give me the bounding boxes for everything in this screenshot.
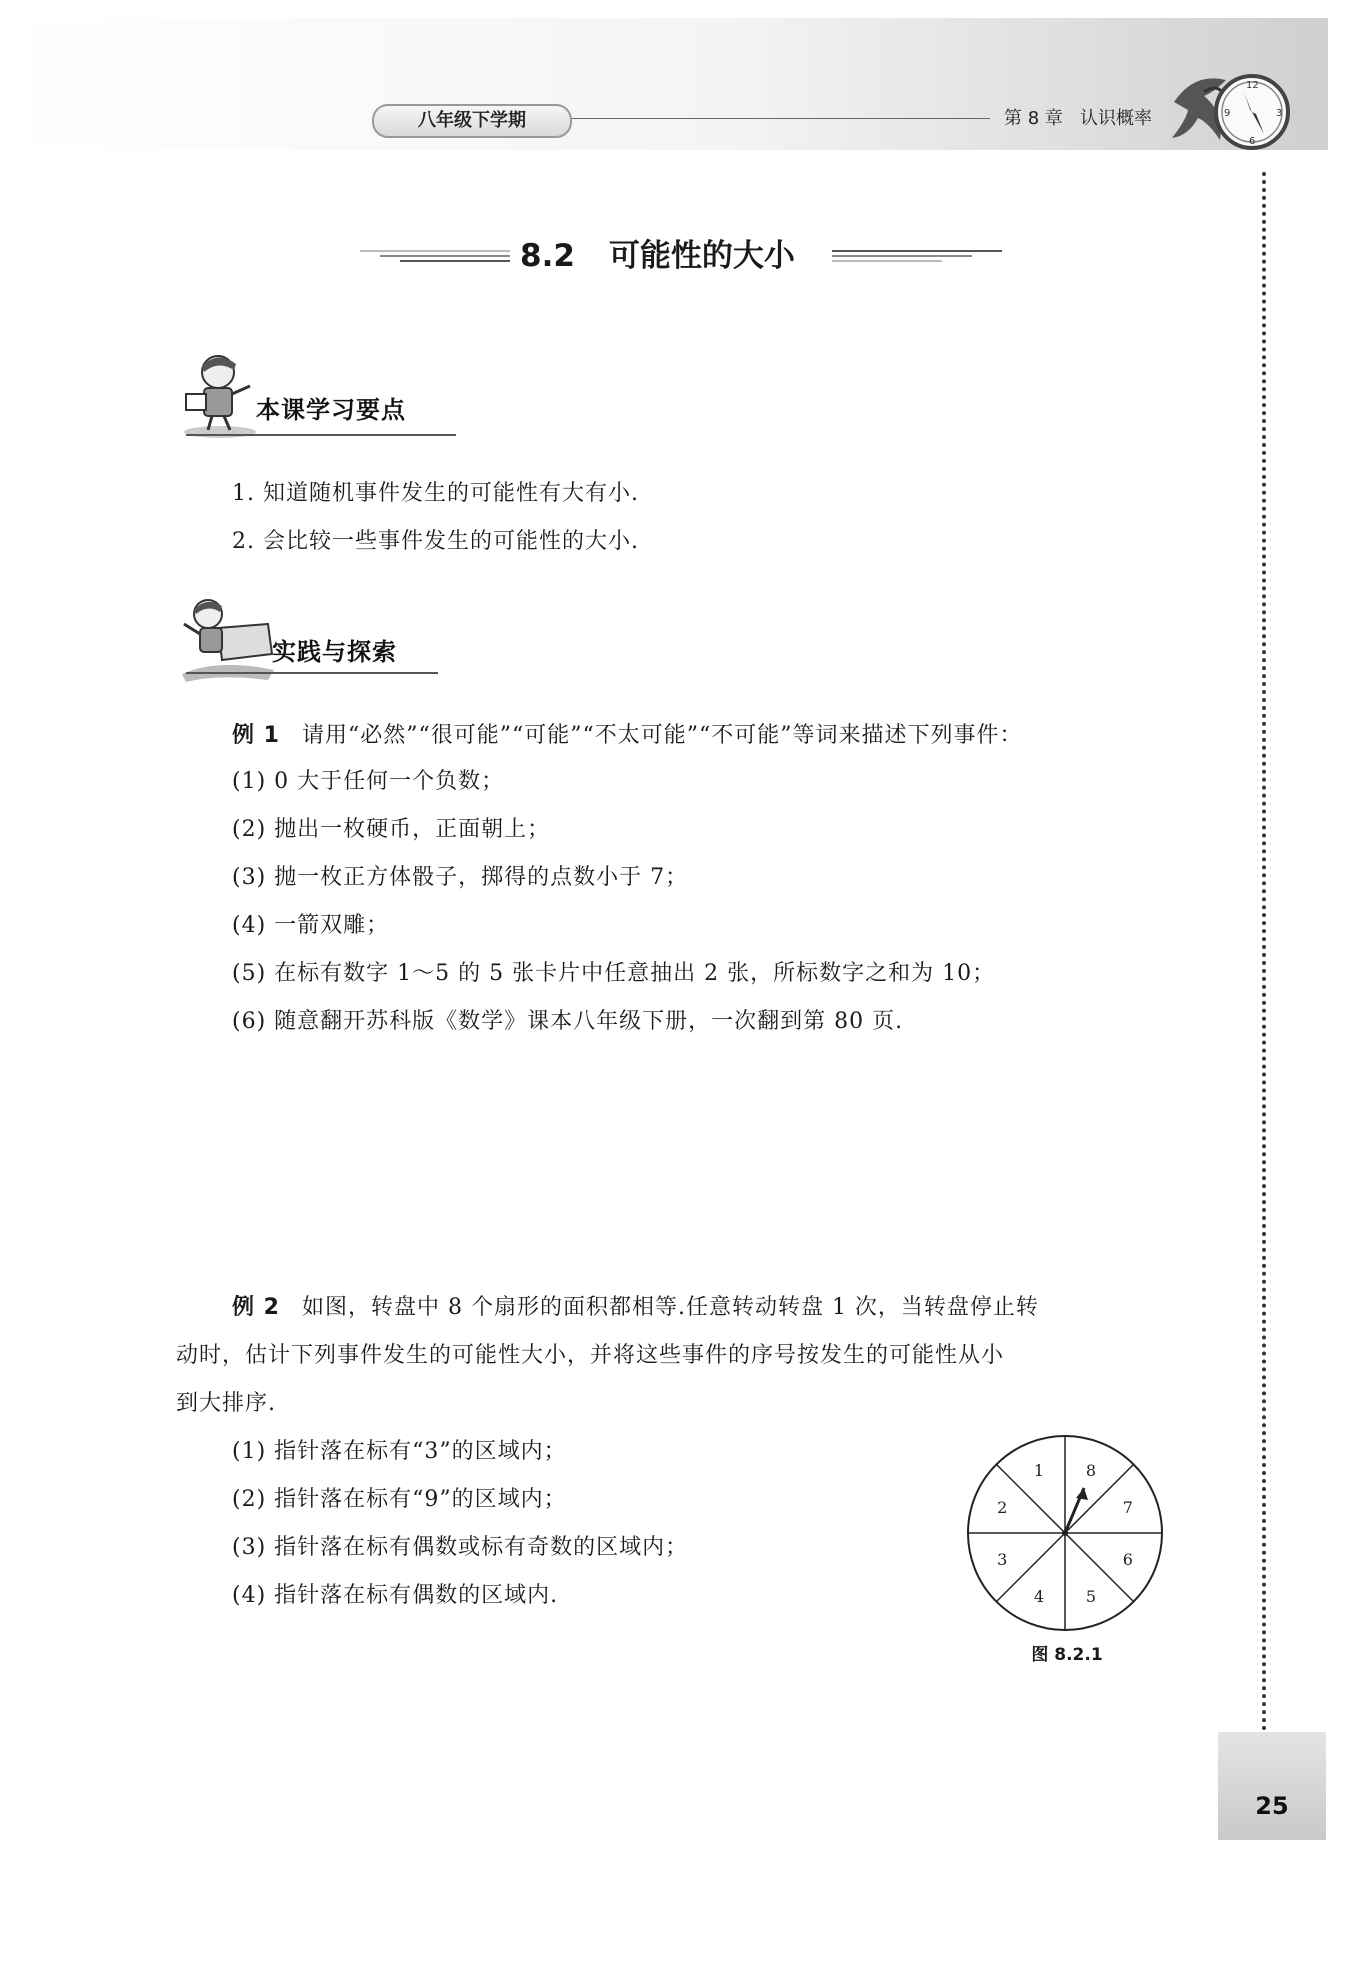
spinner-wheel <box>964 1432 1166 1634</box>
student-sliding-icon <box>178 594 278 684</box>
page-number: 25 <box>1255 1792 1289 1820</box>
spinner-sector-label: 6 <box>1122 1550 1133 1569</box>
student-reading-icon <box>178 350 262 440</box>
spinner-sector-label: 4 <box>1033 1586 1045 1606</box>
example-1-item-1: (1) 0 大于任何一个负数； <box>232 769 505 794</box>
svg-text:12: 12 <box>1246 80 1259 91</box>
example-2-text-1: 如图，转盘中 8 个扇形的面积都相等.任意转动转盘 1 次，当转盘停止转 <box>301 1295 1039 1320</box>
section-title <box>520 234 830 278</box>
example-2-line-1 <box>232 1292 1039 1324</box>
header-rule <box>572 118 990 119</box>
example-1-item-2: (2) 抛出一枚硬币，正面朝上； <box>232 817 551 842</box>
spinner-sector-label: 2 <box>997 1498 1008 1517</box>
example-2-item-1: (1) 指针落在标有“3”的区域内； <box>232 1439 567 1464</box>
key-point-1: 1. 知道随机事件发生的可能性有大有小. <box>232 481 639 506</box>
example-1-label: 例 1 <box>232 723 280 748</box>
key-points-heading: 本课学习要点 <box>256 396 406 424</box>
example-2-line-2: 动时，估计下列事件发生的可能性大小，并将这些事件的序号按发生的可能性从小 <box>176 1343 1005 1368</box>
example-1-item-5: (5) 在标有数字 1～5 的 5 张卡片中任意抽出 2 张，所标数字之和为 10； <box>232 961 996 986</box>
example-1-question: 请用“必然”“很可能”“可能”“不太可能”“不可能”等词来描述下列事件： <box>301 723 1023 748</box>
section-name: 可能性的大小 <box>608 238 795 274</box>
title-decoration-right <box>832 246 1002 268</box>
example-1-intro <box>232 720 1022 752</box>
example-1-item-3: (3) 抛一枚正方体骰子，掷得的点数小于 7； <box>232 865 689 890</box>
compass-runner-icon <box>1164 62 1300 162</box>
example-2-label: 例 2 <box>232 1295 280 1320</box>
margin-dotted-rule <box>1262 172 1266 1732</box>
spinner-sector-label: 7 <box>1122 1498 1133 1517</box>
example-2-line-3: 到大排序. <box>176 1391 276 1416</box>
example-1-item-4: (4) 一箭双雕； <box>232 913 390 938</box>
example-1-item-6: (6) 随意翻开苏科版《数学》课本八年级下册，一次翻到第 80 页. <box>232 1009 904 1034</box>
svg-text:9: 9 <box>1224 108 1231 119</box>
svg-text:3: 3 <box>1276 108 1283 119</box>
example-2-item-4: (4) 指针落在标有偶数的区域内. <box>232 1583 559 1608</box>
svg-text:6: 6 <box>1249 136 1256 147</box>
example-2-item-3: (3) 指针落在标有偶数或标有奇数的区域内； <box>232 1535 689 1560</box>
figure-caption: 图 8.2.1 <box>1031 1645 1103 1665</box>
spinner-sector-label: 1 <box>1033 1461 1045 1481</box>
page-number-box <box>1218 1732 1326 1840</box>
key-point-2: 2. 会比较一些事件发生的可能性的大小. <box>232 529 639 554</box>
chapter-name: 认识概率 <box>1080 108 1152 129</box>
title-decoration-left <box>360 246 510 268</box>
spinner-sector-label: 5 <box>1085 1586 1097 1606</box>
chapter-number: 第 8 章 <box>1004 108 1063 129</box>
practice-underline <box>186 672 438 674</box>
practice-heading: 实践与探索 <box>272 638 397 666</box>
grade-label: 八年级下学期 <box>372 104 572 138</box>
key-points-underline <box>186 434 456 436</box>
example-2-item-2: (2) 指针落在标有“9”的区域内； <box>232 1487 567 1512</box>
section-number: 8.2 <box>520 238 575 274</box>
spinner-sector-label: 3 <box>997 1550 1008 1569</box>
spinner-sector-label: 8 <box>1085 1461 1097 1481</box>
